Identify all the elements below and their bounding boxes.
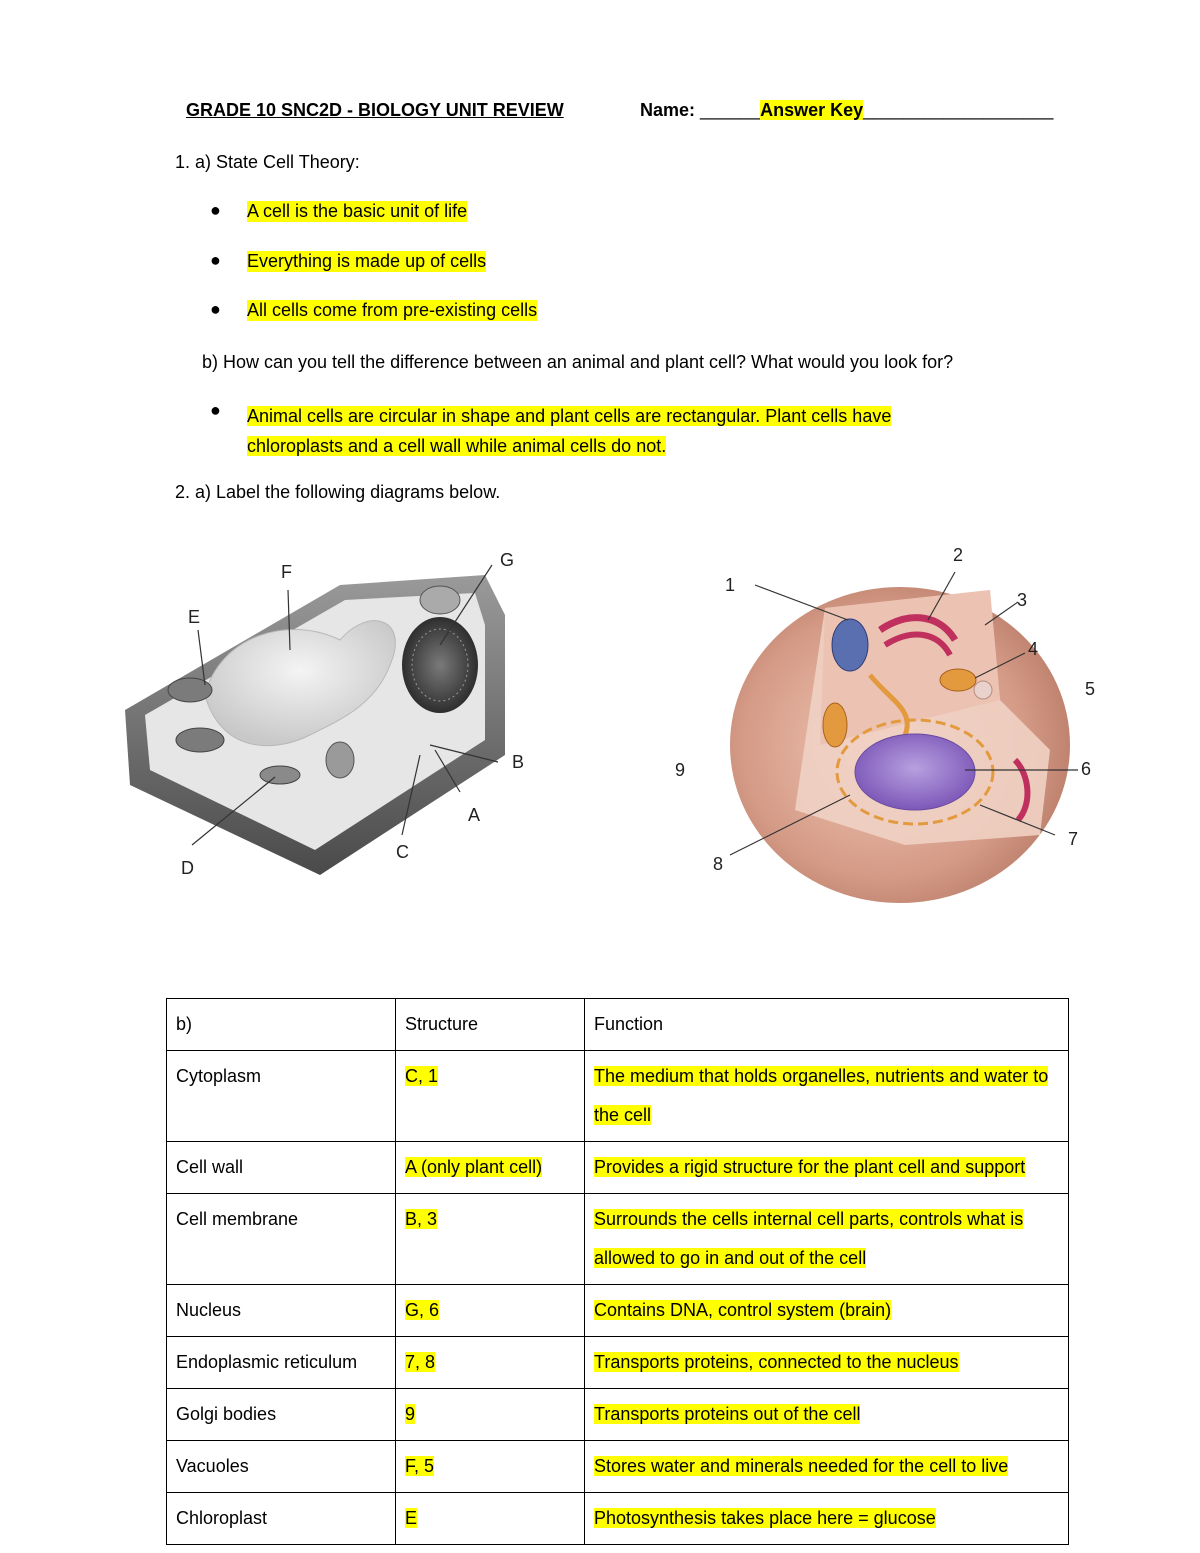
q1a-prompt: 1. a) State Cell Theory: (175, 152, 360, 172)
table-row (167, 1493, 1069, 1545)
table-header-row (167, 999, 1069, 1051)
plant-label-b: B (512, 752, 525, 772)
function-answer: Transports proteins, connected to the nucleus (594, 1352, 959, 1372)
table-header: b) (167, 999, 396, 1051)
function-answer: Stores water and minerals needed for the cell to live (594, 1456, 1009, 1476)
cell-theory-answer: A cell is the basic unit of life (247, 201, 468, 221)
function-answer: Photosynthesis takes place here = glucose (594, 1508, 936, 1528)
mitochondrion-shape (260, 766, 300, 784)
animal-label-9: 9 (675, 760, 686, 780)
q1b-answer-line: chloroplasts and a cell wall while animal cells do not. (247, 436, 667, 456)
structure-cell (396, 1194, 585, 1285)
function-cell (585, 1493, 1069, 1545)
table-row (167, 1051, 1069, 1142)
table-header: Structure (396, 999, 585, 1051)
structure-answer: E (405, 1508, 418, 1528)
function-answer: Provides a rigid structure for the plant cell and support (594, 1157, 1026, 1177)
bullet-icon: ● (210, 299, 221, 319)
table-row (167, 1441, 1069, 1493)
structure-cell (396, 1142, 585, 1194)
function-cell (585, 1142, 1069, 1194)
table-row (167, 1142, 1069, 1194)
q1b-answer-line: Animal cells are circular in shape and plant cells are rectangular. Plant cells have (247, 406, 892, 426)
name-suffix: ___________________ (863, 100, 1054, 120)
organelle-name: Vacuoles (167, 1441, 396, 1493)
organelle-name: Golgi bodies (167, 1389, 396, 1441)
plant-label-f: F (281, 562, 292, 582)
organelle-name: Nucleus (167, 1285, 396, 1337)
animal-label-4: 4 (1028, 639, 1039, 659)
structure-cell (396, 1441, 585, 1493)
name-value: Answer Key (760, 100, 864, 120)
cell-theory-answer: Everything is made up of cells (247, 251, 487, 271)
structure-cell (396, 1051, 585, 1142)
animal-label-5: 5 (1085, 679, 1096, 699)
function-answer: Surrounds the cells internal cell parts, controls what is allowed to go in and out of the cell (594, 1209, 1024, 1268)
function-answer: Contains DNA, control system (brain) (594, 1300, 892, 1320)
function-cell (585, 1194, 1069, 1285)
structure-cell (396, 1337, 585, 1389)
name-field (640, 100, 1053, 121)
nucleus-shape (402, 617, 478, 713)
organelle-name: Endoplasmic reticulum (167, 1337, 396, 1389)
bullet-icon: ● (210, 400, 221, 420)
organelle-name: Cytoplasm (167, 1051, 396, 1142)
function-answer: The medium that holds organelles, nutrients and water to the cell (594, 1066, 1049, 1125)
structure-cell (396, 1493, 585, 1545)
animal-label-2: 2 (953, 545, 964, 565)
table-row (167, 1285, 1069, 1337)
table-row (167, 1389, 1069, 1441)
animal-label-6: 6 (1081, 759, 1092, 779)
animal-label-1: 1 (725, 575, 736, 595)
bullet-icon: ● (210, 200, 221, 220)
structure-answer: 9 (405, 1404, 416, 1424)
table-row (167, 1194, 1069, 1285)
q1b-prompt: b) How can you tell the difference between an animal and plant cell? What would you look for? (202, 352, 954, 372)
plant-label-c: C (396, 842, 409, 862)
nucleus-shape (855, 734, 975, 810)
cell-theory-answer: All cells come from pre-existing cells (247, 300, 538, 320)
structure-answer: F, 5 (405, 1456, 435, 1476)
table-row (167, 1337, 1069, 1389)
structure-answer: G, 6 (405, 1300, 440, 1320)
plant-label-g: G (500, 550, 515, 570)
plant-label-e: E (188, 607, 201, 627)
organelle-name: Cell wall (167, 1142, 396, 1194)
q2a-prompt: 2. a) Label the following diagrams below. (175, 482, 501, 502)
plant-label-a: A (468, 805, 481, 825)
structure-answer: 7, 8 (405, 1352, 436, 1372)
function-cell (585, 1285, 1069, 1337)
name-prefix: ______ (700, 100, 761, 120)
animal-label-3: 3 (1017, 590, 1028, 610)
structure-answer: A (only plant cell) (405, 1157, 543, 1177)
name-label: Name: (640, 100, 696, 120)
function-cell (585, 1441, 1069, 1493)
structure-answer: B, 3 (405, 1209, 438, 1229)
structure-function-table (166, 998, 1069, 1545)
organelle-name: Cell membrane (167, 1194, 396, 1285)
structure-answer: C, 1 (405, 1066, 439, 1086)
structure-cell (396, 1389, 585, 1441)
chloroplast-shape (176, 728, 224, 752)
plant-label-d: D (181, 858, 194, 878)
animal-label-8: 8 (713, 854, 724, 874)
page-title: GRADE 10 SNC2D - BIOLOGY UNIT REVIEW (186, 100, 564, 120)
organelle-name: Chloroplast (167, 1493, 396, 1545)
function-cell (585, 1051, 1069, 1142)
q1b-answer (247, 401, 891, 461)
bullet-icon: ● (210, 250, 221, 270)
table-header: Function (585, 999, 1069, 1051)
function-cell (585, 1389, 1069, 1441)
function-answer: Transports proteins out of the cell (594, 1404, 861, 1424)
function-cell (585, 1337, 1069, 1389)
animal-label-7: 7 (1068, 829, 1079, 849)
chloroplast-shape (168, 678, 212, 702)
structure-cell (396, 1285, 585, 1337)
plant-cell-diagram (110, 545, 550, 885)
animal-cell-diagram (700, 560, 1100, 910)
